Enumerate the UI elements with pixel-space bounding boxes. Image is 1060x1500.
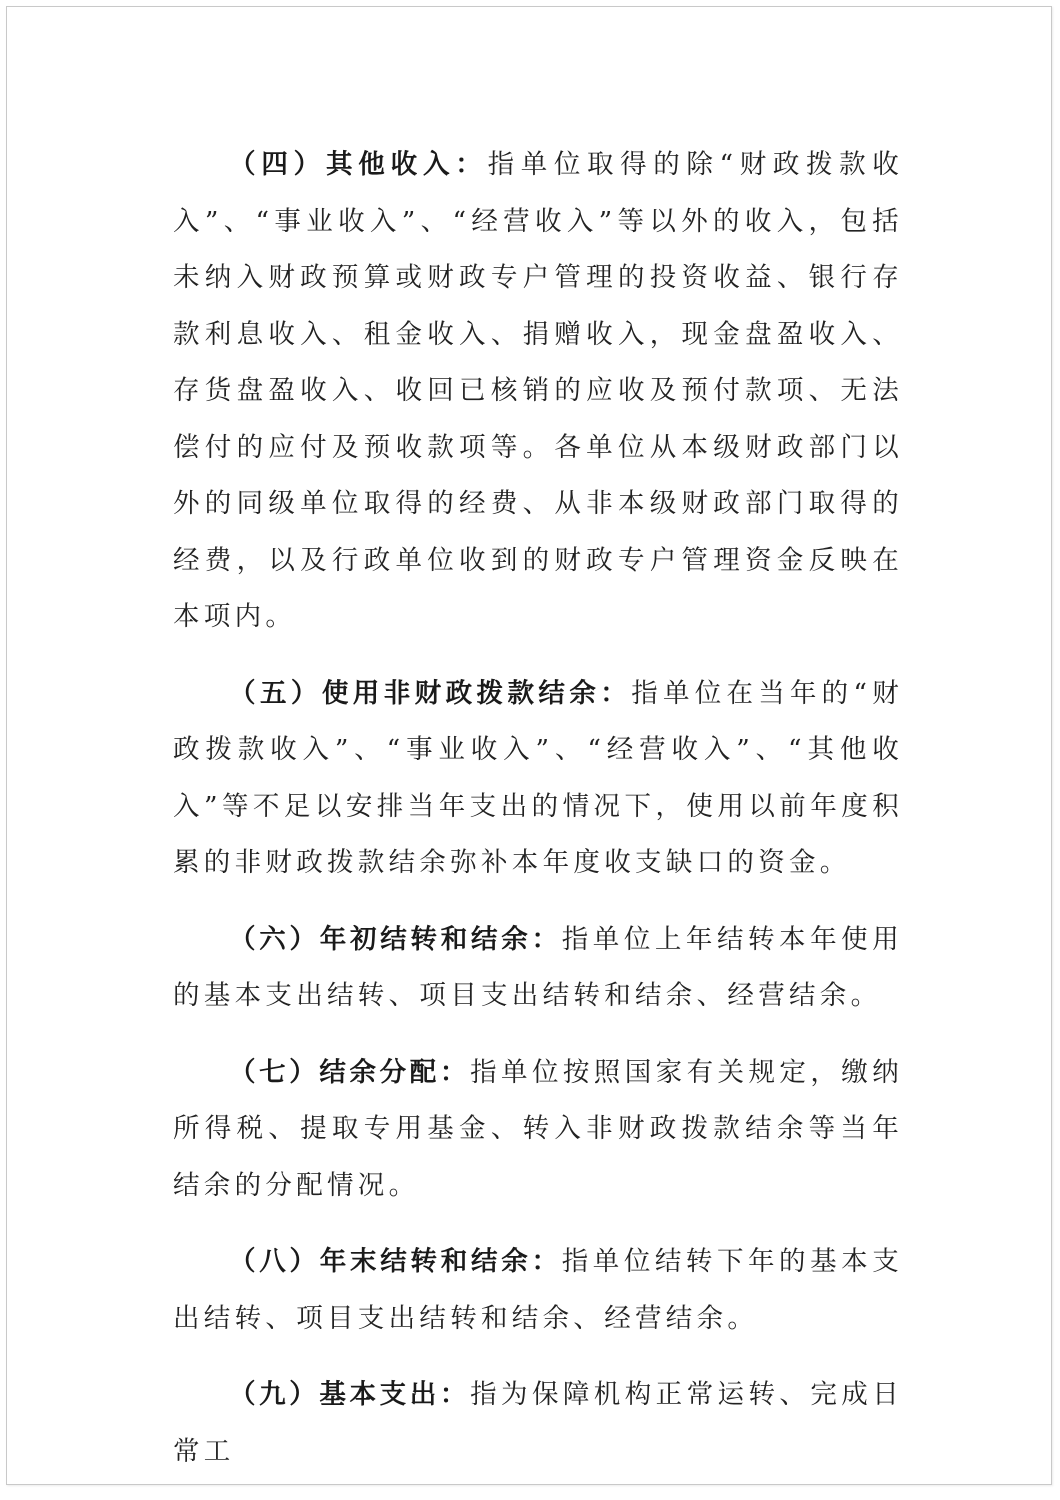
paragraph-heading: （九）基本支出：	[229, 1379, 471, 1410]
paragraph-text: 指单位结转下年的基本支出结转、项目支出结转和结余、经营结余。	[173, 1246, 903, 1334]
paragraph-text: 指单位上年结转本年使用的基本支出结转、项目支出结转和结余、经营结余。	[173, 923, 903, 1011]
paragraph-heading: （七）结余分配：	[229, 1056, 471, 1088]
paragraph-heading: （六）年初结转和结余：	[229, 923, 562, 955]
paragraph-text: 指单位取得的除“财政拨款收入”、“事业收入”、“经营收入”等以外的收入，包括未纳入财政预算或财政专户管理的投资收益、银行存款利息收入、租金收入、捐赠收入，现金盘盈收入、存货盘盈收入、收回已核销的应收及预付款项、无法偿付的应付及预收款项等。各单位从本级财政部门以外的同级单位取得的经费、从非本级财政部门取得的经费，以及行政单位收到的财政专户管理资金反映在本项内。	[173, 149, 904, 632]
paragraph-other-income	[173, 137, 903, 646]
paragraph-text: 指单位在当年的“财政拨款收入”、“事业收入”、“经营收入”、“其他收入”等不足以安排当年支出的情况下，使用以前年度积累的非财政拨款结余弥补本年度收支缺口的资金。	[173, 677, 904, 878]
paragraph-surplus-distribution	[173, 1045, 903, 1215]
paragraph-closing-balance	[173, 1234, 903, 1347]
paragraph-non-fiscal-surplus	[173, 666, 903, 892]
document-page	[6, 6, 1052, 1485]
paragraph-text: 指为保障机构正常运转、完成日常工	[173, 1379, 904, 1467]
paragraph-heading: （五）使用非财政拨款结余：	[229, 677, 632, 709]
paragraph-basic-expenditure	[173, 1367, 903, 1480]
paragraph-heading: （八）年末结转和结余：	[229, 1246, 562, 1277]
paragraph-heading: （四）其他收入：	[229, 149, 488, 180]
document-body	[173, 137, 903, 1500]
paragraph-text: 指单位按照国家有关规定，缴纳所得税、提取专用基金、转入非财政拨款结余等当年结余的分配情况。	[173, 1056, 904, 1201]
paragraph-opening-balance	[173, 912, 903, 1025]
